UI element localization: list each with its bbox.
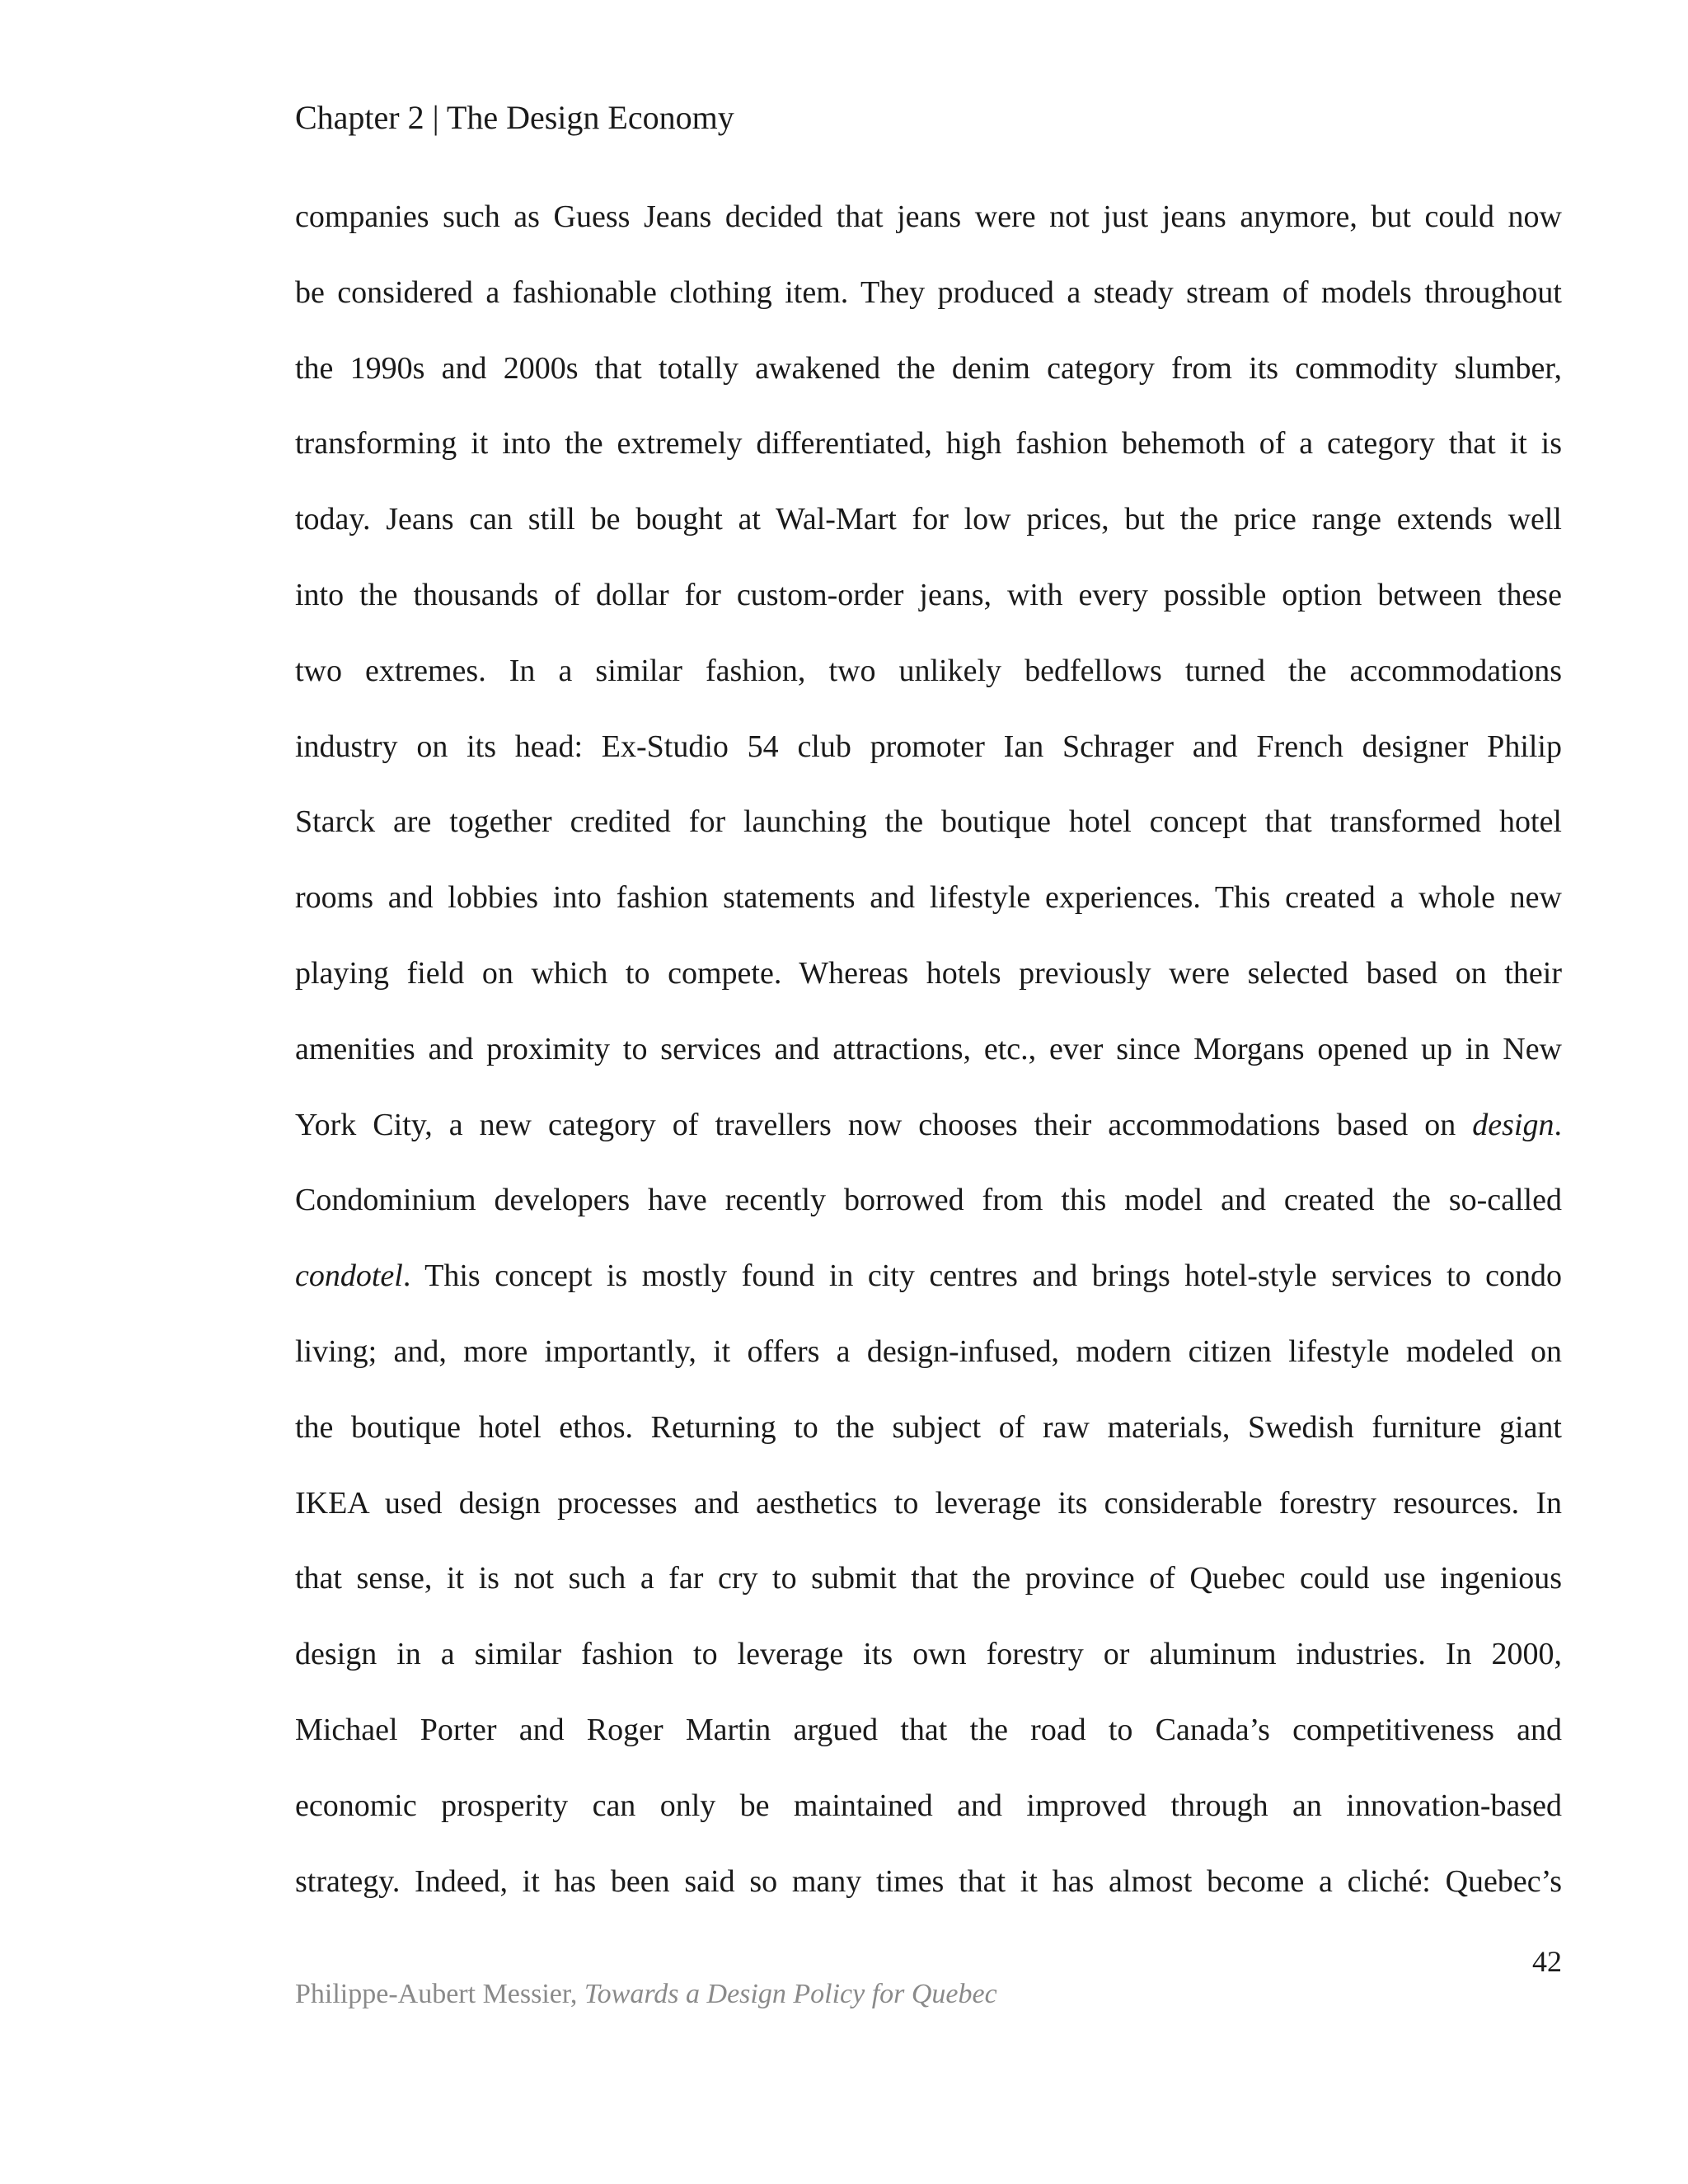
italic-text: design — [1472, 1107, 1554, 1142]
text-segment: transforming it into the extremely differentiated, high fashion behemoth of a category that it is — [295, 426, 1562, 462]
text-segment: the 1990s and 2000s that totally awakened the denim category from its commodity slumber, — [295, 350, 1562, 386]
text-line — [295, 494, 1562, 570]
text-line — [295, 1100, 1562, 1176]
text-segment: industry on its head: Ex-Studio 54 club promoter Ian Schrager and French designer Philip — [295, 729, 1562, 764]
text-segment: IKEA used design processes and aesthetics to leverage its considerable forestry resources. In — [295, 1485, 1562, 1521]
text-segment: design in a similar fashion to leverage its own forestry or aluminum industries. In 2000, — [295, 1637, 1562, 1672]
text-segment: economic prosperity can only be maintained and improved through an innovation-based — [295, 1788, 1562, 1823]
text-line — [295, 1554, 1562, 1629]
text-segment: rooms and lobbies into fashion statements and lifestyle experiences. This created a whole new — [295, 880, 1562, 916]
text-line — [295, 344, 1562, 419]
text-segment: into the thousands of dollar for custom-order jeans, with every possible option between these — [295, 577, 1562, 612]
text-segment: companies such as Guess Jeans decided that jeans were not just jeans anymore, but could now — [295, 199, 1562, 234]
text-line — [295, 646, 1562, 722]
text-line — [295, 419, 1562, 494]
text-line — [295, 949, 1562, 1024]
text-line — [295, 722, 1562, 798]
text-line — [295, 192, 1562, 268]
text-line — [295, 1327, 1562, 1403]
text-segment: that sense, it is not such a far cry to submit that the province of Quebec could use ingenious — [295, 1561, 1562, 1596]
text-line — [295, 1251, 1562, 1327]
text-segment: Michael Porter and Roger Martin argued that the road to Canada’s competitiveness and — [295, 1712, 1562, 1747]
text-segment: . — [1554, 1107, 1562, 1142]
text-line — [295, 1175, 1562, 1251]
text-segment: be considered a fashionable clothing item. They produced a steady stream of models throughout — [295, 274, 1562, 310]
text-segment: strategy. Indeed, it has been said so many times that it has almost become a cliché: Quebec’s — [295, 1863, 1562, 1899]
text-segment: amenities and proximity to services and attractions, etc., ever since Morgans opened up in New — [295, 1031, 1562, 1066]
text-segment: the boutique hotel ethos. Returning to the subject of raw materials, Swedish furniture giant — [295, 1409, 1562, 1445]
footer-author: Philippe-Aubert Messier, — [295, 1979, 578, 2009]
body-paragraph — [295, 192, 1562, 1932]
text-line — [295, 1857, 1562, 1933]
text-segment: today. Jeans can still be bought at Wal-Mart for low prices, but the price range extends well — [295, 502, 1562, 537]
text-line — [295, 1705, 1562, 1781]
footer-title: Towards a Design Policy for Quebec — [584, 1979, 997, 2009]
text-line — [295, 1479, 1562, 1554]
text-line — [295, 1403, 1562, 1479]
text-segment: playing field on which to compete. Whereas hotels previously were selected based on their — [295, 955, 1562, 991]
italic-text: condotel — [295, 1258, 403, 1294]
page-number: 42 — [1532, 1945, 1562, 1978]
text-line — [295, 268, 1562, 344]
text-segment: York City, a new category of travellers now chooses their accommodations based on — [295, 1107, 1473, 1142]
running-header: Chapter 2 | The Design Economy — [295, 99, 734, 136]
text-segment: Starck are together credited for launching the boutique hotel concept that transformed hotel — [295, 804, 1562, 840]
text-line — [295, 1024, 1562, 1100]
text-segment: Condominium developers have recently borrowed from this model and created the so-called — [295, 1183, 1562, 1218]
text-line — [295, 797, 1562, 873]
text-segment: two extremes. In a similar fashion, two unlikely bedfellows turned the accommodations — [295, 653, 1562, 688]
text-segment: . This concept is mostly found in city centres and brings hotel-style services to condo — [402, 1258, 1562, 1294]
text-line — [295, 1629, 1562, 1705]
text-line — [295, 873, 1562, 949]
text-line — [295, 570, 1562, 646]
footer — [295, 1976, 997, 2013]
text-line — [295, 1781, 1562, 1857]
text-segment: living; and, more importantly, it offers a design-infused, modern citizen lifestyle modeled on — [295, 1333, 1562, 1369]
